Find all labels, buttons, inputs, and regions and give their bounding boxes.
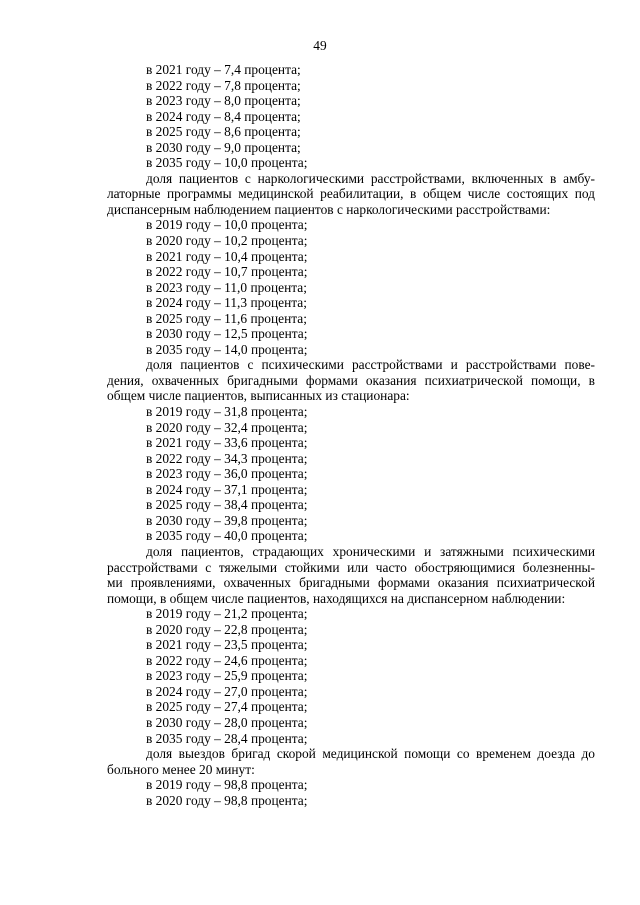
list-item: в 2022 году – 34,3 процента; <box>146 450 308 466</box>
list-item: в 2023 году – 8,0 процента; <box>146 93 301 109</box>
list-item: в 2035 году – 10,0 процента; <box>146 155 308 171</box>
paragraph-line: доля пациентов, страдающих хроническими и затяжными психическими <box>146 543 595 559</box>
list-item: в 2020 году – 32,4 процента; <box>146 419 308 435</box>
list-item: в 2021 году – 7,4 процента; <box>146 62 301 77</box>
list-item: в 2019 году – 21,2 процента; <box>146 606 308 622</box>
paragraph-line: расстройствами с тяжелыми стойкими или часто обостряющимися болезненны- <box>107 559 595 575</box>
list-item: в 2021 году – 10,4 процента; <box>146 248 308 264</box>
list-item: в 2025 году – 27,4 процента; <box>146 699 308 715</box>
list-item: в 2025 году – 8,6 процента; <box>146 124 301 140</box>
paragraph <box>107 171 595 218</box>
paragraph-line: помощи, в общем числе пациентов, находящихся на диспансерном наблюдении: <box>107 590 566 606</box>
list-item: в 2024 году – 37,1 процента; <box>146 481 308 497</box>
list-item: в 2021 году – 33,6 процента; <box>146 435 308 451</box>
list-item: в 2022 году – 10,7 процента; <box>146 264 308 280</box>
page-number: 49 <box>313 38 327 53</box>
list-item: в 2024 году – 8,4 процента; <box>146 108 301 124</box>
list-item: в 2023 году – 36,0 процента; <box>146 466 308 482</box>
paragraph-line: диспансерным наблюдением пациентов с наркологическими расстройствами: <box>107 201 551 217</box>
paragraph-line: доля пациентов с наркологическими расстройствами, включенных в амбу- <box>146 170 595 186</box>
paragraph-line: общем числе пациентов, выписанных из стационара: <box>107 388 410 404</box>
list-item: в 2023 году – 11,0 процента; <box>146 279 307 295</box>
list-item: в 2030 году – 12,5 процента; <box>146 326 308 342</box>
list-item: в 2019 году – 98,8 процента; <box>146 777 308 793</box>
paragraph-line: больного менее 20 минут: <box>107 761 255 777</box>
document-body <box>107 62 595 808</box>
list-item: в 2019 году – 31,8 процента; <box>146 404 308 420</box>
list-item: в 2024 году – 11,3 процента; <box>146 295 307 311</box>
paragraph <box>107 357 595 404</box>
list-item: в 2030 году – 28,0 процента; <box>146 714 308 730</box>
paragraph <box>107 746 595 777</box>
list-item: в 2030 году – 39,8 процента; <box>146 512 308 528</box>
list-item: в 2019 году – 10,0 процента; <box>146 217 308 233</box>
list-item: в 2025 году – 11,6 процента; <box>146 310 307 326</box>
list-item: в 2025 году – 38,4 процента; <box>146 497 308 513</box>
list-item: в 2020 году – 22,8 процента; <box>146 621 308 637</box>
list-item: в 2024 году – 27,0 процента; <box>146 683 308 699</box>
paragraph-line: латорные программы медицинской реабилитации, в общем числе состоящих под <box>107 186 595 202</box>
list-item: в 2020 году – 10,2 процента; <box>146 233 308 249</box>
paragraph-line: доля выездов бригад скорой медицинской помощи со временем доезда до <box>146 746 595 762</box>
list-item: в 2021 году – 23,5 процента; <box>146 637 308 653</box>
list-item: в 2035 году – 14,0 процента; <box>146 341 308 357</box>
list-item: в 2035 году – 28,4 процента; <box>146 730 308 746</box>
list-item: в 2035 году – 40,0 процента; <box>146 528 308 544</box>
list-item: в 2030 году – 9,0 процента; <box>146 139 301 155</box>
paragraph <box>107 544 595 606</box>
paragraph-line: ми проявлениями, охваченных бригадными формами оказания психиатрической <box>107 575 595 591</box>
paragraph-line: доля пациентов с психическими расстройствами и расстройствами пове- <box>146 357 595 373</box>
list-item: в 2023 году – 25,9 процента; <box>146 668 308 684</box>
list-item: в 2022 году – 24,6 процента; <box>146 652 308 668</box>
paragraph-line: дения, охваченных бригадными формами оказания психиатрической помощи, в <box>107 372 595 388</box>
list-item: в 2020 году – 98,8 процента; <box>146 792 308 808</box>
list-item: в 2022 году – 7,8 процента; <box>146 77 301 93</box>
